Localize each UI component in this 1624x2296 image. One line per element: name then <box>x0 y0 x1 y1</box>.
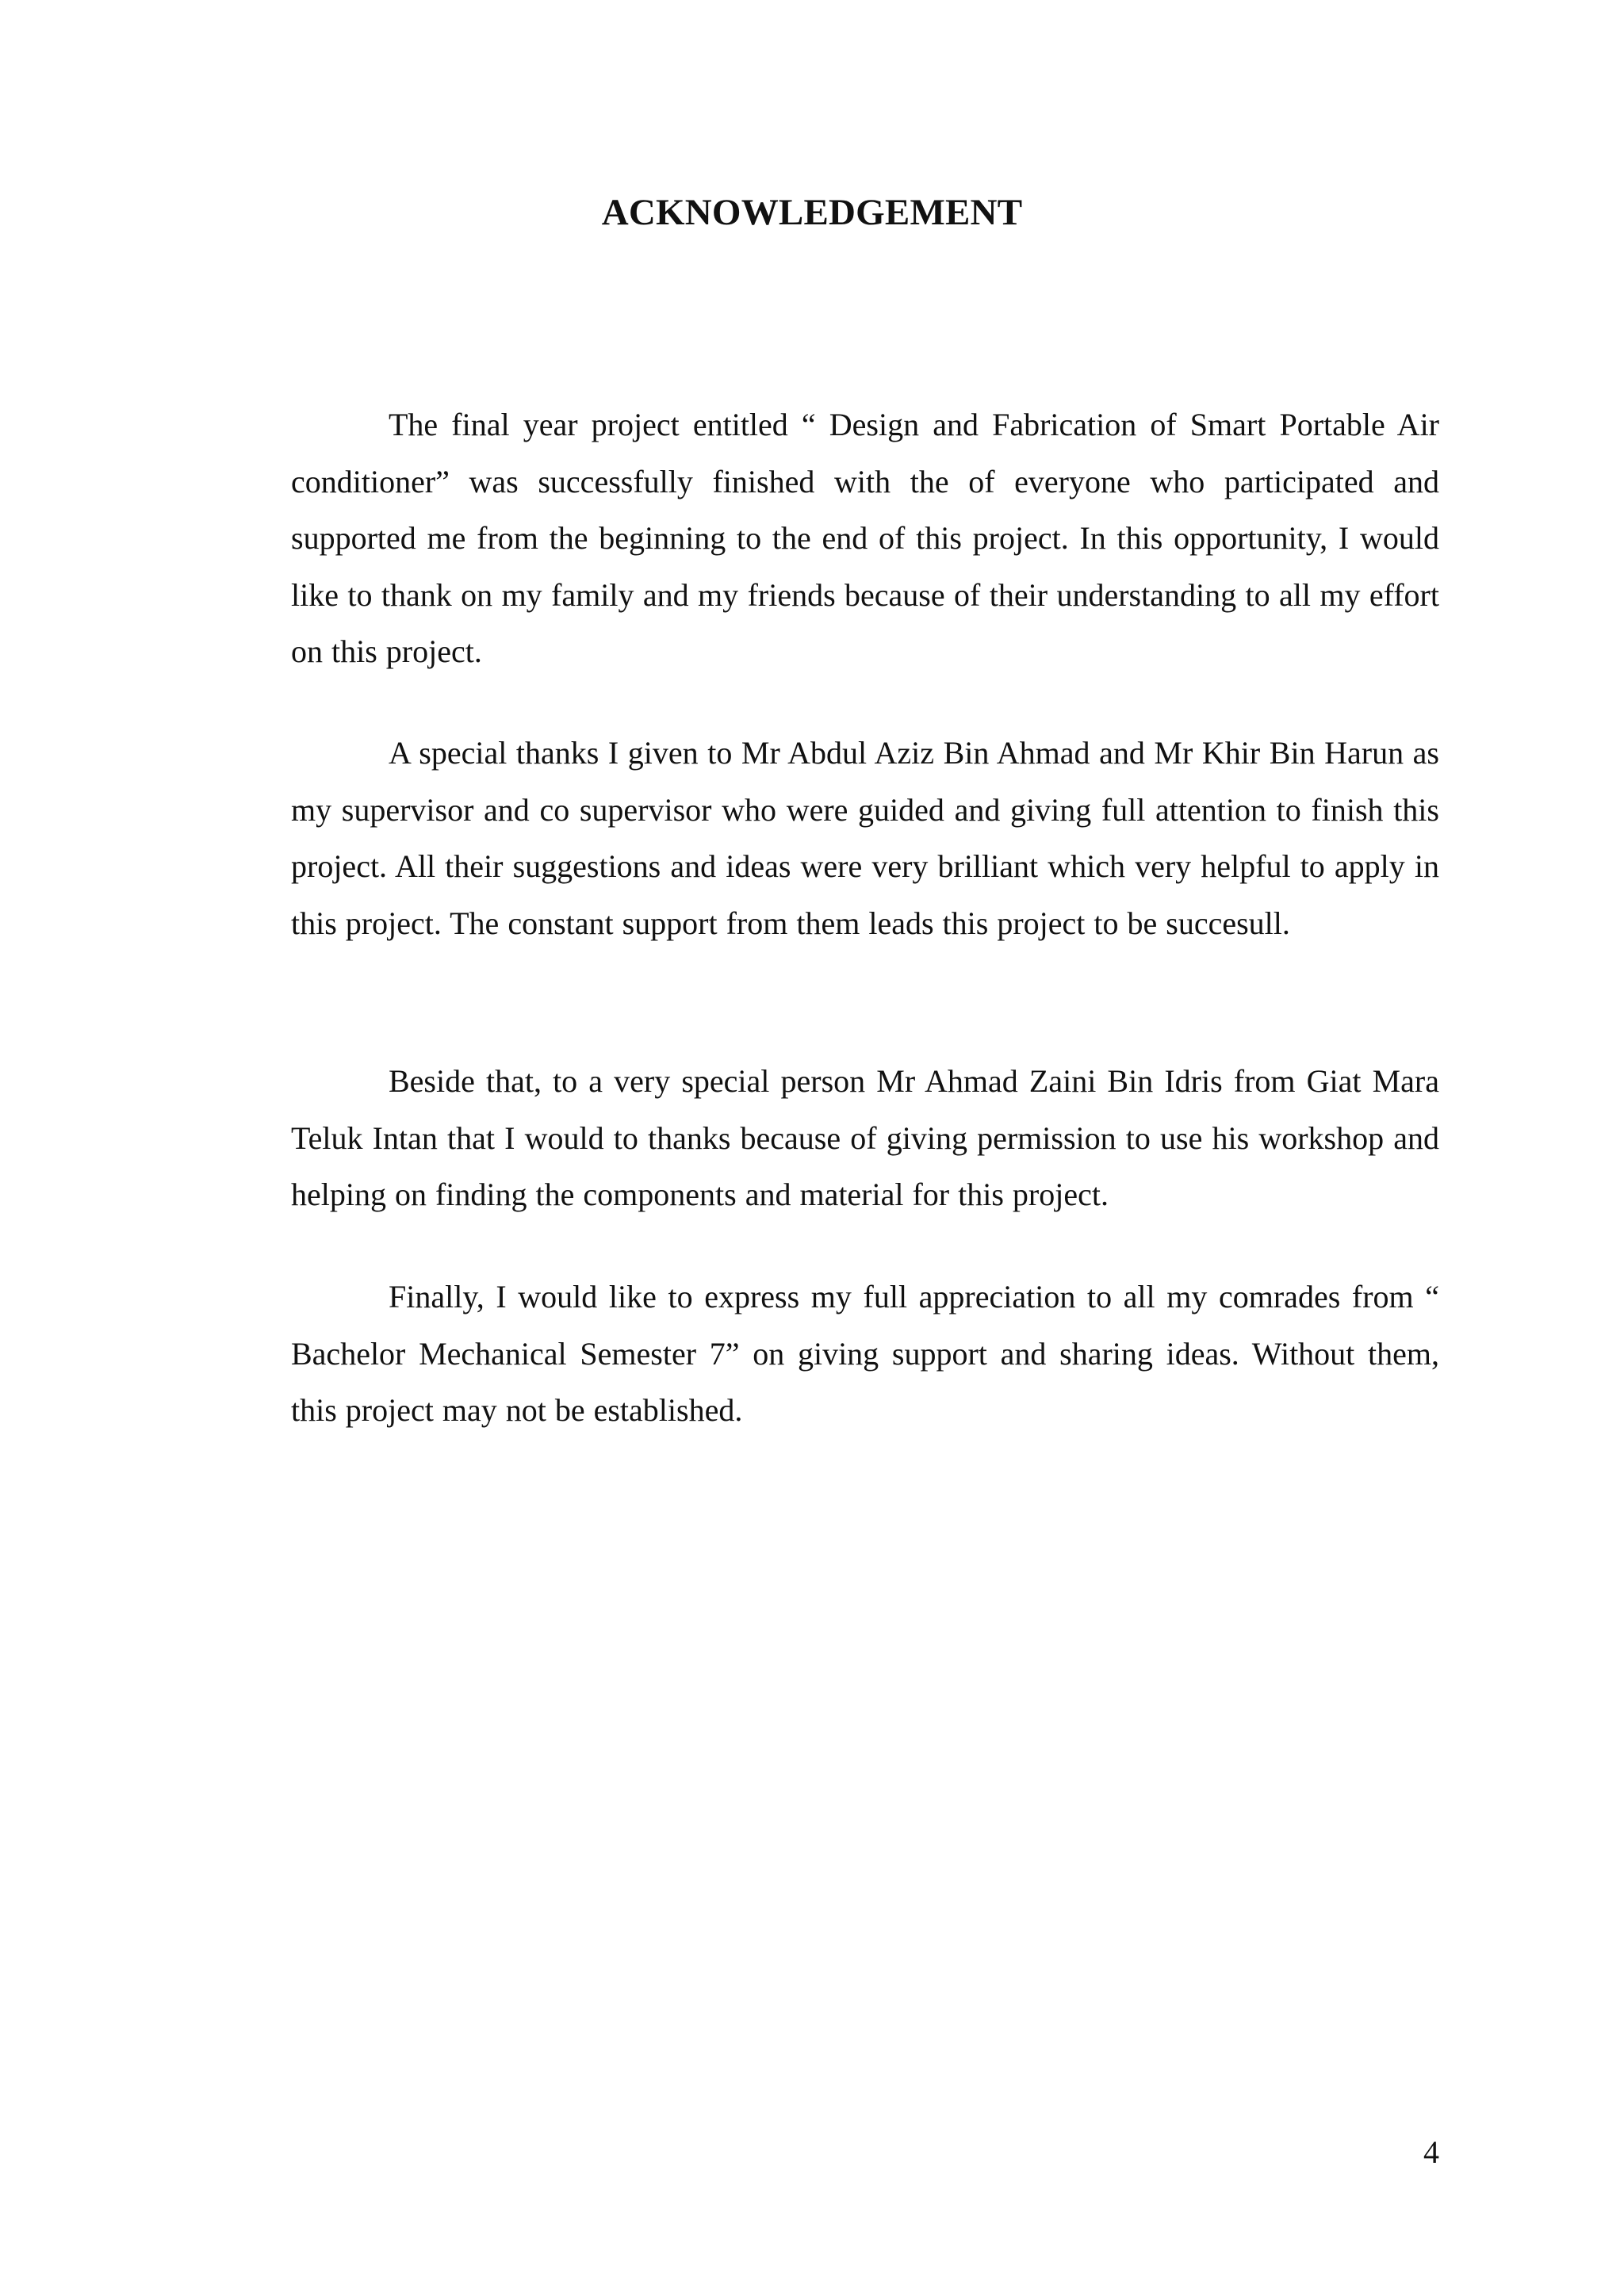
acknowledgement-paragraph-4: Finally, I would like to express my full appreciation to all my comrades from “ Bachelor Mechanical Semester 7” on giving support and sharing ideas. Without them, this project may not be established. <box>291 1279 1439 1428</box>
acknowledgement-paragraph-1: The final year project entitled “ Design and Fabrication of Smart Portable Air conditioner” was successfully finished with the of everyone who participated and supported me from the beginning to the end of this project. In this opportunity, I would like to thank on my family and my friends because of their understanding to all my effort on this project. <box>291 407 1439 669</box>
acknowledgement-paragraph-2: A special thanks I given to Mr Abdul Aziz Bin Ahmad and Mr Khir Bin Harun as my supervisor and co supervisor who were guided and giving full attention to finish this project. All their suggestions and ideas were very brilliant which very helpful to apply in this project. The constant support from them leads this project to be succesull. <box>291 735 1439 941</box>
page-title: ACKNOWLEDGEMENT <box>601 192 1023 233</box>
page-number: 4 <box>1423 2134 1439 2170</box>
acknowledgement-paragraph-3: Beside that, to a very special person Mr Ahmad Zaini Bin Idris from Giat Mara Teluk Intan that I would to thanks because of giving permission to use his workshop and helping on finding the components and material for this project. <box>291 1063 1439 1212</box>
